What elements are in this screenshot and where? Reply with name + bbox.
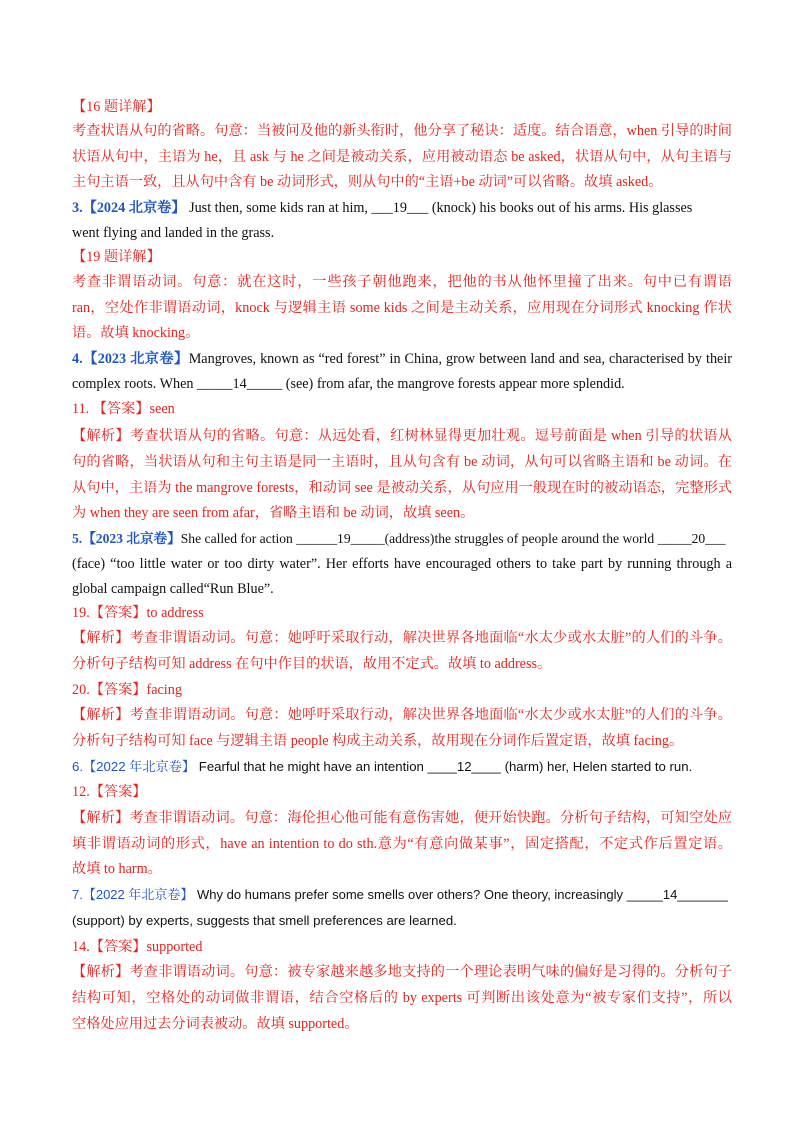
question-3 [72,197,732,219]
explanation-text: 语。故填 knocking。 [72,325,200,341]
question-7 [72,884,732,906]
explanation-text: 【解析】考查非谓语动词。句意：她呼吁采取行动，解决世界各地面临“水太少或水太脏”的人们的斗争。 [72,630,732,646]
question-6 [72,756,732,778]
explanation-text: 【解析】考查非谓语动词。句意：被专家越来越多地支持的一个理论表明气味的偏好是习得的。分析句子 [72,964,732,980]
question-source-tag: 5.【2023 北京卷】 [72,531,181,546]
question-text: (address)the struggles of people around the world [384,531,655,546]
question-4 [72,348,732,370]
answer-blank: _____20___ [657,531,726,546]
explanation-text: 状语从句中，主语为 he，且 ask 与 he 之间是被动关系，应用被动语态 be asked，状语从句中，从句主语与 [72,149,732,165]
question-text: She called for action [180,531,293,546]
explanation-text: 【解析】考查非谓语动词。句意：她呼吁采取行动，解决世界各地面临“水太少或水太脏”的人们的斗争。 [72,707,732,723]
explanation-text: 结构可知，空格处的动词做非谓语，结合空格后的 by experts 可判断出该处意为“被专家们支持”，所以 [72,990,732,1006]
explanation-text: 主句主语一致，且从句中含有 be 动词形式，则从句中的“主语+be 动词”可以省略。故填 asked。 [72,174,663,190]
question-text: Fearful that he might have an intention [198,759,424,774]
question-text: (harm) her, Helen started to run. [504,759,693,774]
question-text: Mangroves, known as “red forest” in China, grow between land and sea, characterised by their [188,351,732,367]
question-text: Why do humans prefer some smells over others? One theory, increasingly [197,887,624,902]
explanation-text: 分析句子结构可知 address 在句中作目的状语，故用不定式。故填 to address。 [72,656,552,672]
answer-line: 14.【答案】supported [72,939,203,955]
question-text: (support) by experts, suggests that smell preferences are learned. [72,913,457,928]
question-source-tag: 6.【2022 年北京卷】 [72,759,196,774]
explanation-heading: 【19 题详解】 [72,249,161,265]
explanation-text: 句的省略，当状语从句和主句主语是同一主语时，且从句含有 be 动词，从句可以省略主语和 be 动词。在 [72,454,732,470]
answer-blank: _____14_____ [197,376,283,392]
explanation-text: 分析句子结构可知 face 与逻辑主语 people 构成主动关系，故用现在分词作后置定语，故填 facing。 [72,733,684,749]
explanation-text: ran，空处作非谓语动词，knock 与逻辑主语 some kids 之间是主动关系，应用现在分词形式 knocking 作状 [72,300,732,316]
answer-blank: _____14_______ [626,887,728,902]
question-5 [72,528,732,550]
question-text: (face) “too little water or too dirty water”. Her efforts have encouraged others to take part by running through a [72,556,732,572]
question-text: complex roots. When [72,376,194,392]
explanation-text: 【解析】考查非谓语动词。句意：海伦担心他可能有意伤害她，便开始快跑。分析句子结构，可知空处应 [72,810,732,826]
question-text-line [72,373,732,395]
question-text: Just then, some kids ran at him, [189,200,368,216]
explanation-text: 空格处应用过去分词表被动。故填 supported。 [72,1016,359,1032]
answer-blank: ___19___ [371,200,429,216]
answer-blank: ______19_____ [296,531,385,546]
question-text: went flying and landed in the grass. [72,225,275,241]
question-text: (see) from afar, the mangrove forests appear more splendid. [285,376,625,392]
question-source-tag: 3.【2024 北京卷】 [72,200,186,216]
explanation-text: 填非谓语动词的形式，have an intention to do sth.意为“有意向做某事”，固定搭配，不定式作后置定语。 [72,836,732,852]
answer-blank: ____12____ [427,759,501,774]
question-source-tag: 4.【2023 北京卷】 [72,351,189,367]
question-source-tag: 7.【2022 年北京卷】 [72,887,194,902]
answer-line: 20.【答案】facing [72,682,182,698]
answer-line: 12.【答案】 [72,784,147,800]
explanation-text: 从句中，主语为 the mangrove forests，和动词 see 是被动关系，从句应用一般现在时的被动语态，完整形式 [72,480,732,496]
explanation-text: 为 when they are seen from afar，省略主语和 be 动词，故填 seen。 [72,505,475,521]
question-text: global campaign called“Run Blue”. [72,581,274,597]
explanation-text: 考查非谓语动词。句意：就在这时，一些孩子朝他跑来，把他的书从他怀里撞了出来。句中已有谓语 [72,274,732,290]
answer-line: 19.【答案】to address [72,605,204,621]
question-text: (knock) his books out of his arms. His glasses [431,200,693,216]
explanation-text: 故填 to harm。 [72,861,162,877]
explanation-text: 考查状语从句的省略。句意：当被问及他的新头衔时，他分享了秘诀：适度。结合语意，when 引导的时间 [72,123,732,139]
answer-line: 11. 【答案】seen [72,401,175,417]
explanation-text: 【解析】考查状语从句的省略。句意：从远处看，红树林显得更加壮观。逗号前面是 when 引导的状语从 [72,428,732,444]
explanation-heading: 【16 题详解】 [72,99,161,115]
